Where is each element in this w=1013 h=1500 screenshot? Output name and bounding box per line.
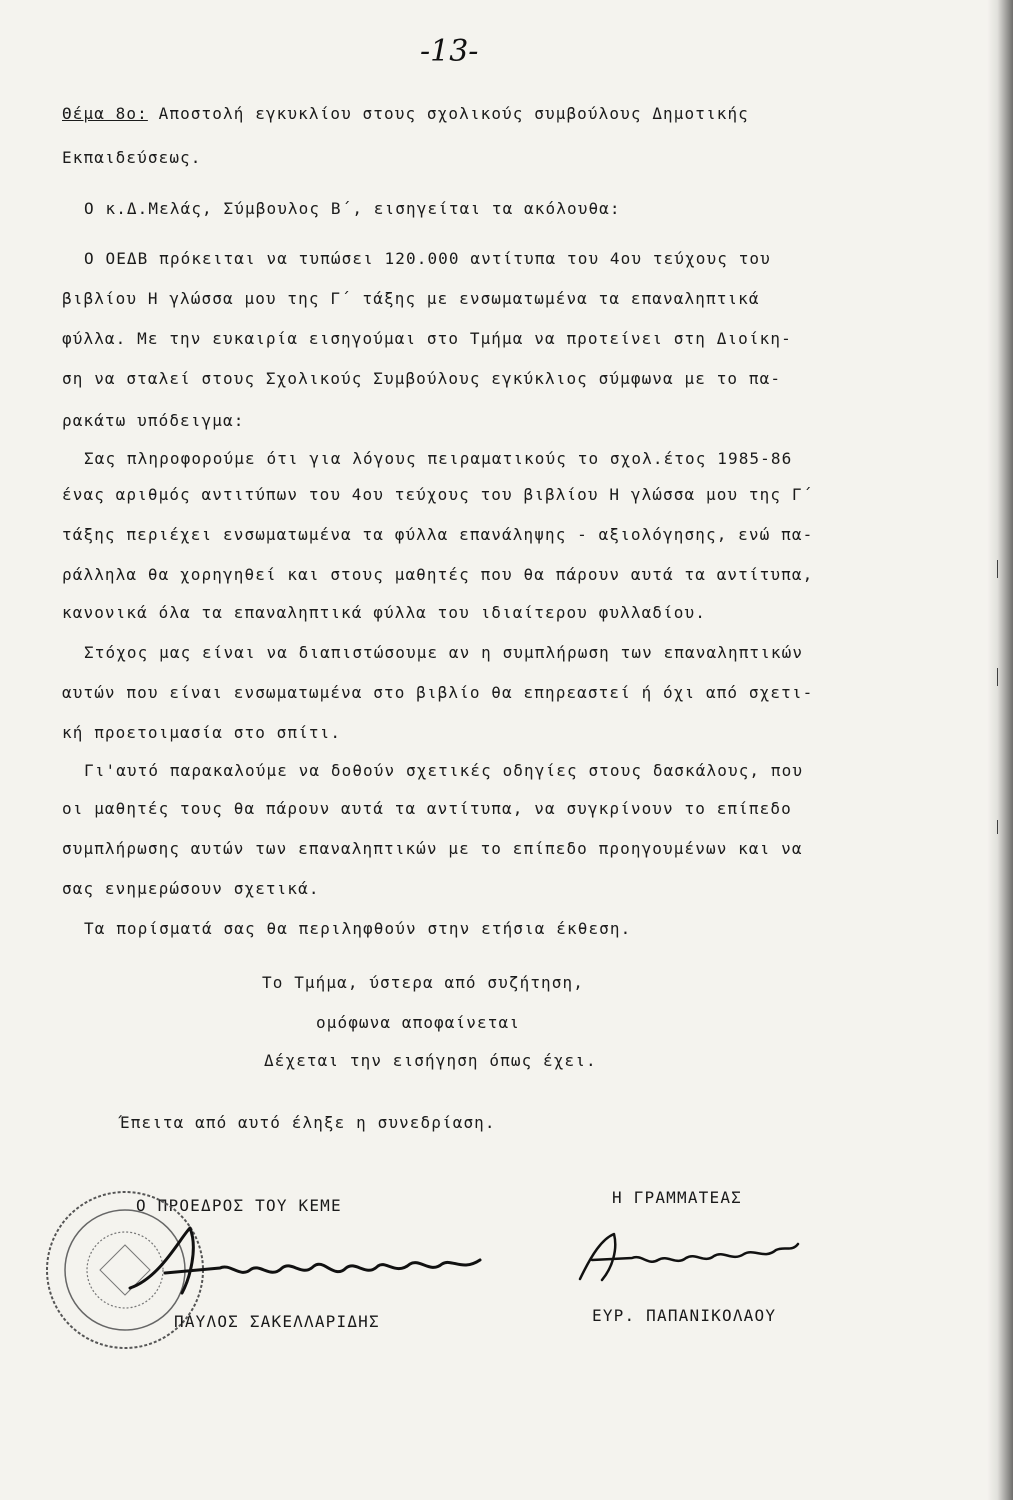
paragraph-2-line: κανονικά όλα τα επαναληπτικά φύλλα του ιδιαίτερου φυλλαδίου. <box>62 603 706 622</box>
paragraph-1-line: Ο ΟΕΔΒ πρόκειται να τυπώσει 120.000 αντίτυπα του 4ου τεύχους του <box>84 249 771 268</box>
subject-label: Θέμα 8ο: <box>62 104 148 123</box>
paragraph-2-line: ένας αριθμός αντιτύπων του 4ου τεύχους του βιβλίου Η γλώσσα μου της Γ΄ <box>62 485 814 504</box>
paragraph-4-line: Γι'αυτό παρακαλούμε να δοθούν σχετικές οδηγίες στους δασκάλους, που <box>84 761 804 780</box>
decision-line: ομόφωνα αποφαίνεται <box>316 1013 520 1032</box>
paragraph-1-line: ρακάτω υπόδειγμα: <box>62 411 245 430</box>
paragraph-1-line: φύλλα. Με την ευκαιρία εισηγούμαι στο Τμήμα να προτείνει στη Διοίκη- <box>62 329 792 348</box>
page-edge-shadow <box>987 0 1013 1500</box>
decision-line: Δέχεται την εισήγηση όπως έχει. <box>264 1051 597 1070</box>
show-through-text <box>200 150 211 169</box>
paragraph-3-line: αυτών που είναι ενσωματωμένα στο βιβλίο θα επηρεαστεί ή όχι από σχετι- <box>62 683 814 702</box>
paragraph-3-line: Στόχος μας είναι να διαπιστώσουμε αν η συμπλήρωση των επαναληπτικών <box>84 643 804 662</box>
president-title: Ο ΠΡΟΕΔΡΟΣ ΤΟΥ ΚΕΜΕ <box>136 1196 342 1215</box>
paragraph-2-line: τάξης περιέχει ενσωματωμένα τα φύλλα επανάληψης - αξιολόγησης, ενώ πα- <box>62 525 814 544</box>
intro-line: Ο κ.Δ.Μελάς, Σύμβουλος Β΄, εισηγείται τα ακόλουθα: <box>84 199 621 218</box>
paragraph-4-line: σας ενημερώσουν σχετικά. <box>62 879 320 898</box>
paragraph-3-line: κή προετοιμασία στο σπίτι. <box>62 723 342 742</box>
subject-line <box>62 104 749 123</box>
paragraph-1-line: ση να σταλεί στους Σχολικούς Συμβούλους εγκύκλιος σύμφωνα με το πα- <box>62 369 782 388</box>
paragraph-2-line: Σας πληροφορούμε ότι για λόγους πειραματικούς το σχολ.έτος 1985-86 <box>84 449 793 468</box>
closing-line: Έπειτα από αυτό έληξε η συνεδρίαση. <box>120 1113 496 1132</box>
subject-text: Αποστολή εγκυκλίου στους σχολικούς συμβούλους Δημοτικής <box>147 104 749 123</box>
secretary-name: ΕΥΡ. ΠΑΠΑΝΙΚΟΛΑΟΥ <box>592 1306 777 1325</box>
paragraph-1-line: βιβλίου Η γλώσσα μου της Γ΄ τάξης με ενσωματωμένα τα επαναληπτικά <box>62 289 760 308</box>
paragraph-4-line: οι μαθητές τους θα πάρουν αυτά τα αντίτυπα, να συγκρίνουν το επίπεδο <box>62 799 792 818</box>
paragraph-5-line: Τα πορίσματά σας θα περιληφθούν στην ετήσια έκθεση. <box>84 919 632 938</box>
paragraph-2-line: ράλληλα θα χορηγηθεί και στους μαθητές που θα πάρουν αυτά τα αντίτυπα, <box>62 565 814 584</box>
decision-line: Το Τμήμα, ύστερα από συζήτηση, <box>262 973 584 992</box>
president-signature <box>120 1218 500 1308</box>
secretary-title: Η ΓΡΑΜΜΑΤΕΑΣ <box>612 1188 742 1207</box>
page-number: -13- <box>420 34 479 69</box>
paragraph-4-line: συμπλήρωσης αυτών των επαναληπτικών με το επίπεδο προηγουμένων και να <box>62 839 803 858</box>
president-name: ΠΑΥΛΟΣ ΣΑΚΕΛΛΑΡΙΔΗΣ <box>174 1312 380 1331</box>
secretary-signature <box>572 1224 802 1294</box>
subject-line-2: Εκπαιδεύσεως. <box>62 148 202 167</box>
